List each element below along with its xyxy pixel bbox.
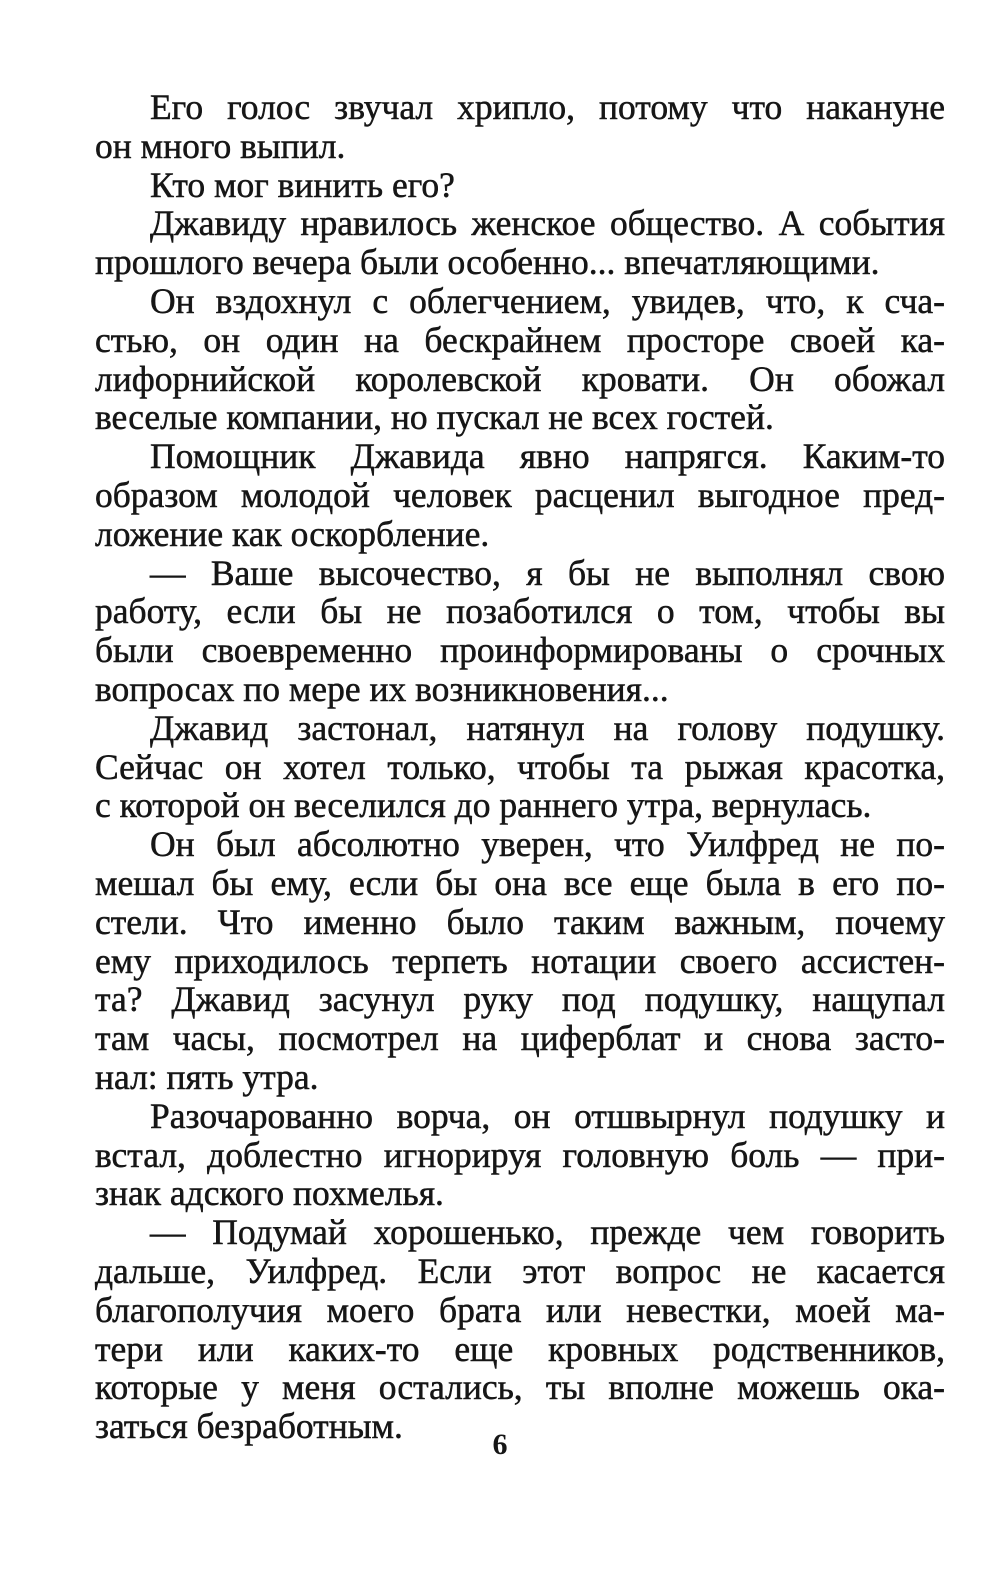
- paragraph: [95, 709, 945, 825]
- page-body-text: [95, 88, 945, 1446]
- paragraph: [95, 1213, 945, 1446]
- text-line: Он был абсолютно уверен, что Уилфред не по-: [150, 824, 945, 865]
- text-line: Он вздохнул с облегчением, увидев, что, к сча-: [150, 280, 945, 321]
- text-line: Помощник Джавида явно напрягся. Каким-то: [150, 436, 945, 477]
- paragraph: [95, 204, 945, 282]
- text-line: стели. Что именно было таким важным, почему: [95, 901, 945, 942]
- text-line: ему приходилось терпеть нотации своего ассистен-: [95, 940, 945, 981]
- text-line: нал: пять утра.: [95, 1056, 319, 1097]
- text-line: мешал бы ему, если бы она все еще была в его по-: [95, 862, 945, 903]
- text-line: он много выпил.: [95, 125, 346, 166]
- text-line: с которой он веселился до раннего утра, вернулась.: [95, 785, 872, 826]
- text-line: были своевременно проинформированы о срочных: [95, 630, 945, 671]
- text-line: лифорнийской королевской кровати. Он обожал: [95, 358, 945, 399]
- paragraph: [95, 554, 945, 709]
- paragraph: [95, 1097, 945, 1213]
- text-line: заться безработным.: [95, 1406, 403, 1447]
- text-line: знак адского похмелья.: [95, 1173, 444, 1214]
- page-number: 6: [492, 1428, 508, 1461]
- text-line: Его голос звучал хрипло, потому что накануне: [150, 87, 945, 127]
- text-line: веселые компании, но пускал не всех гостей.: [95, 397, 774, 438]
- text-line: которые у меня остались, ты вполне можешь ока-: [95, 1367, 945, 1408]
- text-line: — Подумай хорошенько, прежде чем говорить: [150, 1212, 945, 1253]
- text-line: Кто мог винить его?: [150, 164, 455, 205]
- text-line: вопросах по мере их возникновения...: [95, 668, 669, 709]
- paragraph: [95, 88, 945, 166]
- paragraph: [95, 282, 945, 437]
- text-line: там часы, посмотрел на циферблат и снова засто-: [95, 1018, 945, 1059]
- text-line: встал, доблестно игнорируя головную боль — при-: [95, 1134, 945, 1175]
- paragraph: [95, 825, 945, 1097]
- text-line: Джавид застонал, натянул на голову подушку.: [150, 707, 945, 748]
- text-line: Джавиду нравилось женское общество. А события: [150, 203, 945, 244]
- paragraph: [95, 437, 945, 553]
- text-line: образом молодой человек расценил выгодное пред-: [95, 474, 945, 515]
- text-line: Сейчас он хотел только, чтобы та рыжая красотка,: [95, 746, 945, 787]
- text-line: ложение как оскорбление.: [95, 513, 490, 554]
- paragraph: [95, 166, 945, 205]
- text-line: та? Джавид засунул руку под подушку, нащупал: [95, 979, 945, 1020]
- text-line: работу, если бы не позаботился о том, чтобы вы: [95, 591, 945, 632]
- text-line: благополучия моего брата или невестки, моей ма-: [95, 1289, 945, 1330]
- text-line: Разочарованно ворча, он отшвырнул подушку и: [150, 1095, 945, 1136]
- text-line: стью, он один на бескрайнем просторе своей ка-: [95, 319, 945, 360]
- text-line: дальше, Уилфред. Если этот вопрос не касается: [95, 1250, 945, 1291]
- text-line: прошлого вечера были особенно... впечатляющими.: [95, 242, 880, 283]
- text-line: тери или каких-то еще кровных родственников,: [95, 1328, 945, 1369]
- text-line: — Ваше высочество, я бы не выполнял свою: [150, 552, 945, 593]
